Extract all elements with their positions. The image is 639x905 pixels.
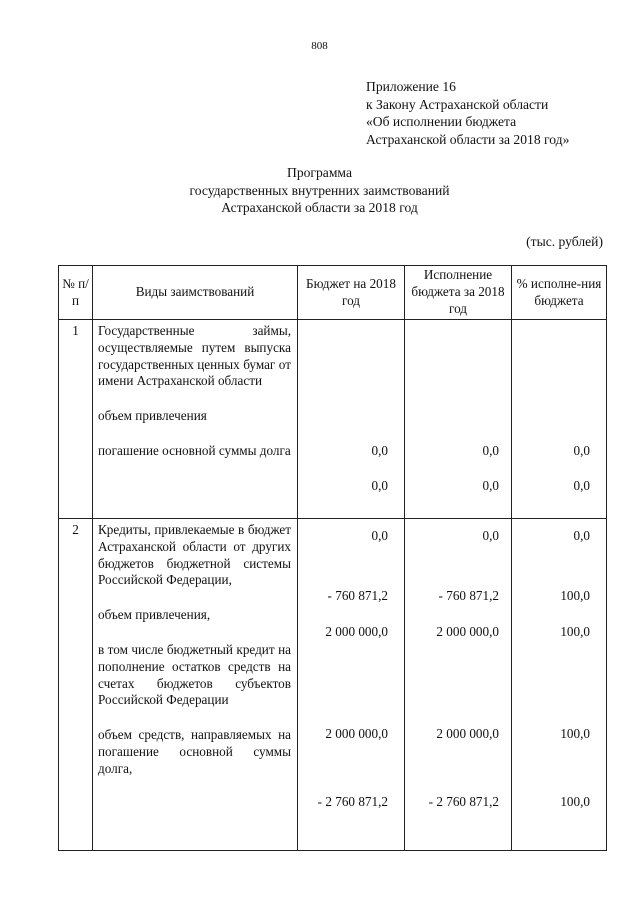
row-number: 1 [59,320,93,519]
percent-value: 100,0 [560,588,590,603]
execution-value: - 760 871,2 [438,588,499,603]
percent-value: 0,0 [573,478,590,493]
execution-value: 2 000 000,0 [436,624,499,639]
percent-value: 100,0 [560,726,590,741]
execution-value: 0,0 [482,528,499,543]
execution-value: 0,0 [482,443,499,458]
table-row [59,519,607,851]
title-line: Программа [287,165,352,180]
percent-value: 0,0 [573,443,590,458]
appendix-line: Астраханской области за 2018 год» [366,131,570,147]
percent-cell [512,320,607,543]
row-label: Государственные займы, осуществляемые путем выпуска государственных ценных бумаг от имени Астраханской области [98,323,291,389]
budget-value: 2 000 000,0 [325,726,388,741]
percent-value: 100,0 [560,624,590,639]
header-execution: Исполнение бюджета за 2018 год [405,266,512,320]
appendix-reference [366,78,569,148]
borrowing-type-cell [93,519,298,851]
budget-value: 0,0 [371,528,388,543]
row-label: объем средств, направляемых на погашение основной суммы долга, [98,727,291,776]
budget-value: 0,0 [371,443,388,458]
row-label: погашение основной суммы долга [98,442,291,458]
row-label: объем привлечения [98,408,207,424]
budget-value: 2 000 000,0 [325,624,388,639]
row-number: 2 [59,519,93,851]
budget-value: - 760 871,2 [327,588,388,603]
table-row [59,320,607,519]
header-num: № п/п [59,266,93,320]
execution-value: 2 000 000,0 [436,726,499,741]
percent-cell [512,519,607,851]
title-line: государственных внутренних заимствований [189,182,450,198]
units-label: (тыс. рублей) [526,234,603,249]
row-label: Кредиты, привлекаемые в бюджет Астраханской области от других бюджетов бюджетной системы Российской Федерации, [98,522,291,588]
header-type: Виды заимствований [93,266,298,320]
appendix-line: «Об исполнении бюджета [366,114,517,129]
row-label: в том числе бюджетный кредит на пополнение остатков средств на счетах бюджетов субъектов Российской Федерации [98,641,291,708]
page-number: 808 [311,40,328,52]
budget-cell [298,519,405,851]
execution-value: 0,0 [482,478,499,493]
execution-cell [405,519,512,851]
document-title [0,164,639,217]
row-label: объем привлечения, [98,607,211,623]
borrowing-type-cell [93,320,298,519]
budget-value: - 2 760 871,2 [317,794,388,809]
percent-value: 100,0 [560,794,590,809]
execution-value: - 2 760 871,2 [428,794,499,809]
header-percent: % исполне-ния бюджета [512,266,607,320]
borrowing-program-table [58,265,607,851]
budget-cell [298,320,405,543]
table-header-row [59,266,607,320]
header-budget: Бюджет на 2018 год [298,266,405,320]
appendix-line: Приложение 16 [366,79,456,94]
execution-cell [405,320,512,543]
title-line: Астраханской области за 2018 год [221,200,418,215]
budget-value: 0,0 [371,478,388,493]
percent-value: 0,0 [573,528,590,543]
appendix-line: к Закону Астраханской области [366,96,549,112]
